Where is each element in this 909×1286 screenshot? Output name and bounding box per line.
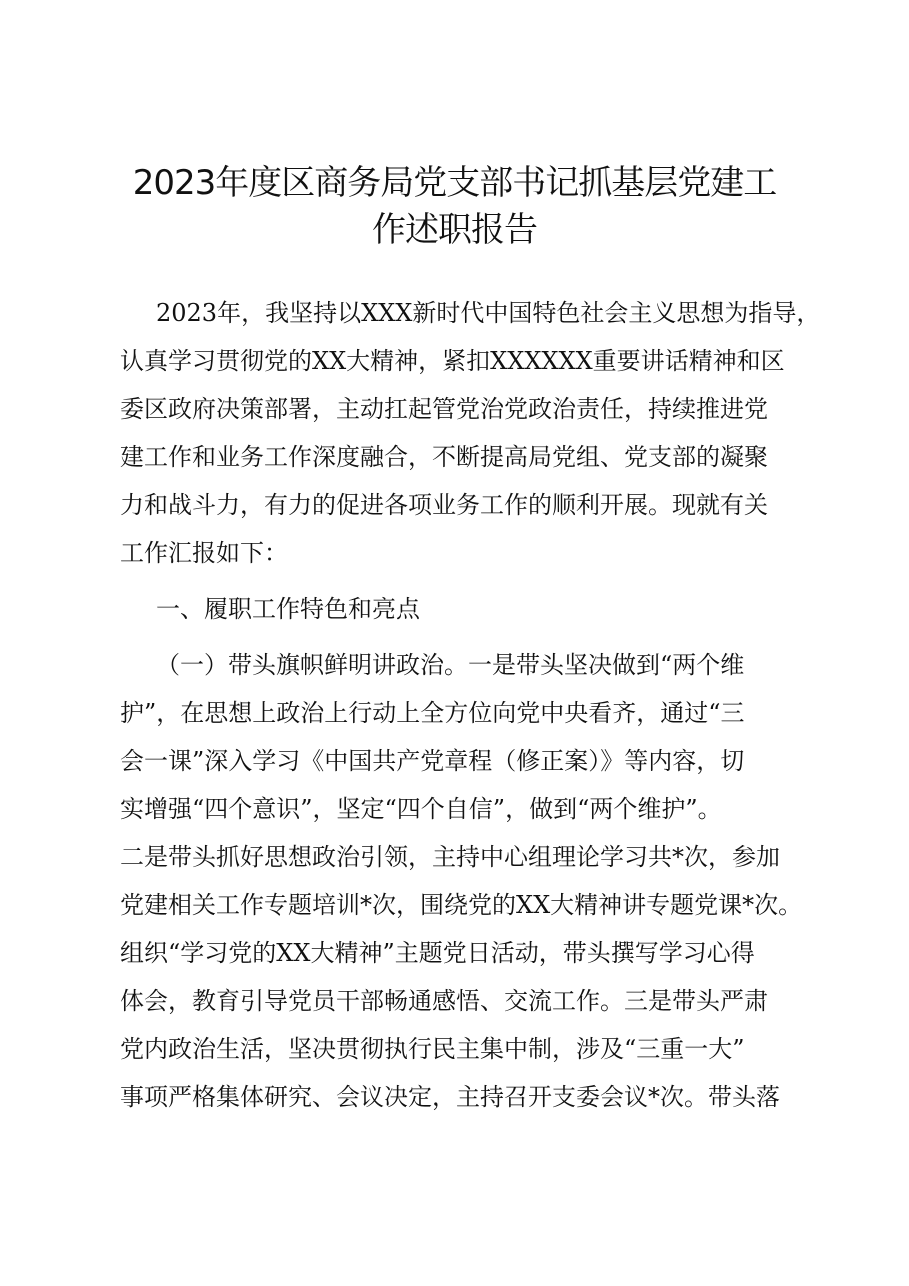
paragraph-2-line-3: 会一课”深入学习《中国共产党章程（修正案）》等内容，切: [120, 747, 745, 775]
document-title-line-2: 作述职报告: [372, 210, 537, 250]
paragraph-1-line-6: 工作汇报如下：: [120, 539, 288, 567]
paragraph-2-line-4: 实增强“四个意识”，坚定“四个自信”，做到“两个维护”。: [120, 795, 722, 823]
paragraph-2-line-7: 组织“学习党的XX大精神”主题党日活动，带头撰写学习心得: [120, 939, 755, 967]
document-title-line-1: 2023年度区商务局党支部书记抓基层党建工: [132, 163, 777, 203]
paragraph-1-line-4: 建工作和业务工作深度融合，不断提高局党组、党支部的凝聚: [120, 443, 768, 471]
paragraph-2-line-9: 党内政治生活，坚决贯彻执行民主集中制，涉及“三重一大”: [120, 1035, 745, 1063]
paragraph-1-line-2: 认真学习贯彻党的XX大精神，紧扣XXXXXX重要讲话精神和区: [120, 347, 785, 375]
paragraph-2-line-1: （一）带头旗帜鲜明讲政治。一是带头坚决做到“两个维: [156, 651, 745, 679]
paragraph-2-line-6: 党建相关工作专题培训*次，围绕党的XX大精神讲专题党课*次。: [120, 891, 803, 919]
paragraph-2-line-5: 二是带头抓好思想政治引领，主持中心组理论学习共*次，参加: [120, 843, 780, 871]
paragraph-2-line-2: 护”，在思想上政治上行动上全方位向党中央看齐，通过“三: [120, 699, 745, 727]
paragraph-1-line-3: 委区政府决策部署，主动扛起管党治党政治责任，持续推进党: [120, 395, 768, 423]
paragraph-1-line-1: 2023年，我坚持以XXX新时代中国特色社会主义思想为指导，: [156, 299, 821, 327]
section-heading: 一、履职工作特色和亮点: [156, 595, 420, 623]
paragraph-2-line-8: 体会，教育引导党员干部畅通感悟、交流工作。三是带头严肃: [120, 987, 768, 1015]
paragraph-1-line-5: 力和战斗力，有力的促进各项业务工作的顺利开展。现就有关: [120, 491, 768, 519]
paragraph-2-line-10: 事项严格集体研究、会议决定，主持召开支委会议*次。带头落: [120, 1083, 780, 1111]
